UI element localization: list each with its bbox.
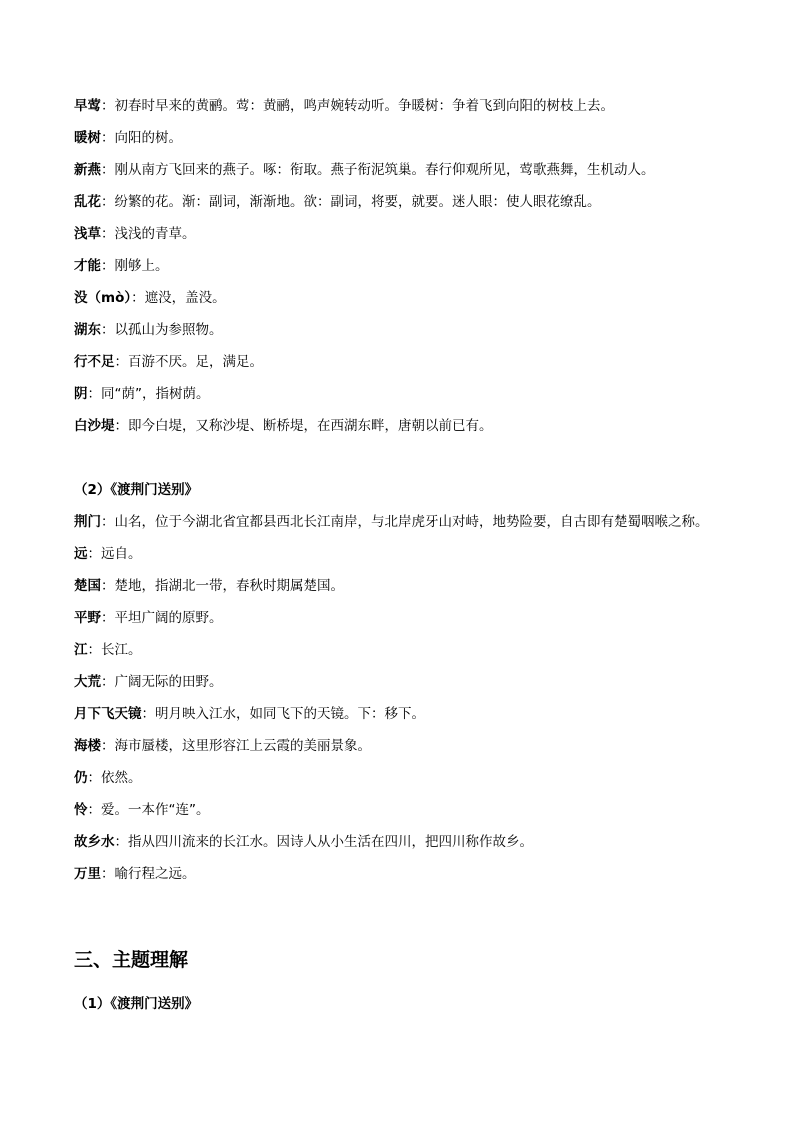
- annotation-definition: ：纷繁的花。渐：副词，渐渐地。欲：副词，将要，就要。迷人眼：使人眼花缭乱。: [101, 194, 601, 210]
- annotation-entry: [74, 608, 724, 628]
- annotation-definition: ：爱。一本作“连”。: [87, 802, 210, 818]
- annotation-entry: [74, 224, 724, 244]
- annotation-list-2: [74, 512, 724, 884]
- annotation-definition: ：初春时早来的黄鹂。莺：黄鹂，鸣声婉转动听。争暖树：争着飞到向阳的树枝上去。: [101, 98, 614, 114]
- annotation-entry: [74, 576, 724, 596]
- annotation-term: 远: [74, 546, 88, 562]
- annotation-definition: ：向阳的树。: [101, 130, 182, 146]
- annotation-definition: ：楚地，指湖北一带，春秋时期属楚国。: [101, 578, 344, 594]
- annotation-definition: ：平坦广阔的原野。: [101, 610, 223, 626]
- annotation-entry: [74, 768, 724, 788]
- annotation-definition: ：广阔无际的田野。: [101, 674, 223, 690]
- annotation-definition: ：指从四川流来的长江水。因诗人从小生活在四川，把四川称作故乡。: [114, 834, 533, 850]
- annotation-definition: ：同“荫”，指树荫。: [87, 386, 210, 402]
- annotation-entry: [74, 256, 724, 276]
- annotation-term: 楚国: [74, 578, 101, 594]
- annotation-entry: [74, 96, 724, 116]
- annotation-entry: [74, 640, 724, 660]
- annotation-entry: [74, 352, 724, 372]
- annotation-entry: [74, 672, 724, 692]
- annotation-term: 新燕: [74, 162, 101, 178]
- annotation-list-1: [74, 96, 724, 436]
- annotation-term: 早莺: [74, 98, 101, 114]
- annotation-term: 江: [74, 642, 88, 658]
- annotation-definition: ：浅浅的青草。: [101, 226, 196, 242]
- annotation-entry: [74, 128, 724, 148]
- annotation-term: 浅草: [74, 226, 101, 242]
- annotation-term: 才能: [74, 258, 101, 274]
- annotation-definition: ：喻行程之远。: [101, 866, 196, 882]
- annotation-term: 荆门: [74, 514, 101, 530]
- annotation-entry: [74, 320, 724, 340]
- annotation-definition: ：遮没，盖没。: [131, 290, 226, 306]
- annotation-term: 没（mò）: [74, 290, 132, 306]
- section-heading: 三、主题理解: [74, 949, 189, 971]
- annotation-entry: [74, 512, 724, 532]
- annotation-entry: [74, 704, 724, 724]
- annotation-definition: ：百游不厌。足，满足。: [114, 354, 263, 370]
- annotation-term: 湖东: [74, 322, 101, 338]
- annotation-entry: [74, 160, 724, 180]
- annotation-definition: ：刚从南方飞回来的燕子。啄：衔取。燕子衔泥筑巢。春行仰观所见，莺歌燕舞，生机动人。: [101, 162, 655, 178]
- annotation-entry: [74, 192, 724, 212]
- annotation-definition: ：即今白堤，又称沙堤、断桥堤，在西湖东畔，唐朝以前已有。: [114, 418, 493, 434]
- annotation-definition: ：依然。: [87, 770, 142, 786]
- annotation-entry: [74, 384, 724, 404]
- annotation-definition: ：海市蜃楼，这里形容江上云霞的美丽景象。: [101, 738, 371, 754]
- annotation-entry: [74, 800, 724, 820]
- annotation-definition: ：明月映入江水，如同飞下的天镜。下：移下。: [141, 706, 425, 722]
- annotation-term: 大荒: [74, 674, 101, 690]
- annotation-definition: ：远自。: [87, 546, 142, 562]
- annotation-definition: ：长江。: [87, 642, 142, 658]
- annotation-term: 行不足: [74, 354, 115, 370]
- annotation-entry: [74, 864, 724, 884]
- annotation-term: 怜: [74, 802, 88, 818]
- annotation-term: 平野: [74, 610, 101, 626]
- annotation-term: 海楼: [74, 738, 101, 754]
- annotation-term: 仍: [74, 770, 88, 786]
- annotation-entry: [74, 544, 724, 564]
- annotation-term: 万里: [74, 866, 101, 882]
- annotation-term: 月下飞天镜: [74, 706, 142, 722]
- poem-subheading: （1）《渡荆门送别》: [74, 996, 199, 1012]
- annotation-entry: [74, 416, 724, 436]
- annotation-term: 白沙堤: [74, 418, 115, 434]
- annotation-term: 阴: [74, 386, 88, 402]
- annotation-term: 乱花: [74, 194, 101, 210]
- annotation-definition: ：山名，位于今湖北省宜都县西北长江南岸，与北岸虎牙山对峙，地势险要，自古即有楚蜀咽喉之称。: [101, 514, 709, 530]
- annotation-term: 暖树: [74, 130, 101, 146]
- annotation-entry: [74, 288, 724, 308]
- annotation-definition: ：刚够上。: [101, 258, 169, 274]
- annotation-definition: ：以孤山为参照物。: [101, 322, 223, 338]
- annotation-entry: [74, 736, 724, 756]
- annotation-entry: [74, 832, 724, 852]
- poem-subheading: （2）《渡荆门送别》: [74, 482, 199, 498]
- annotation-term: 故乡水: [74, 834, 115, 850]
